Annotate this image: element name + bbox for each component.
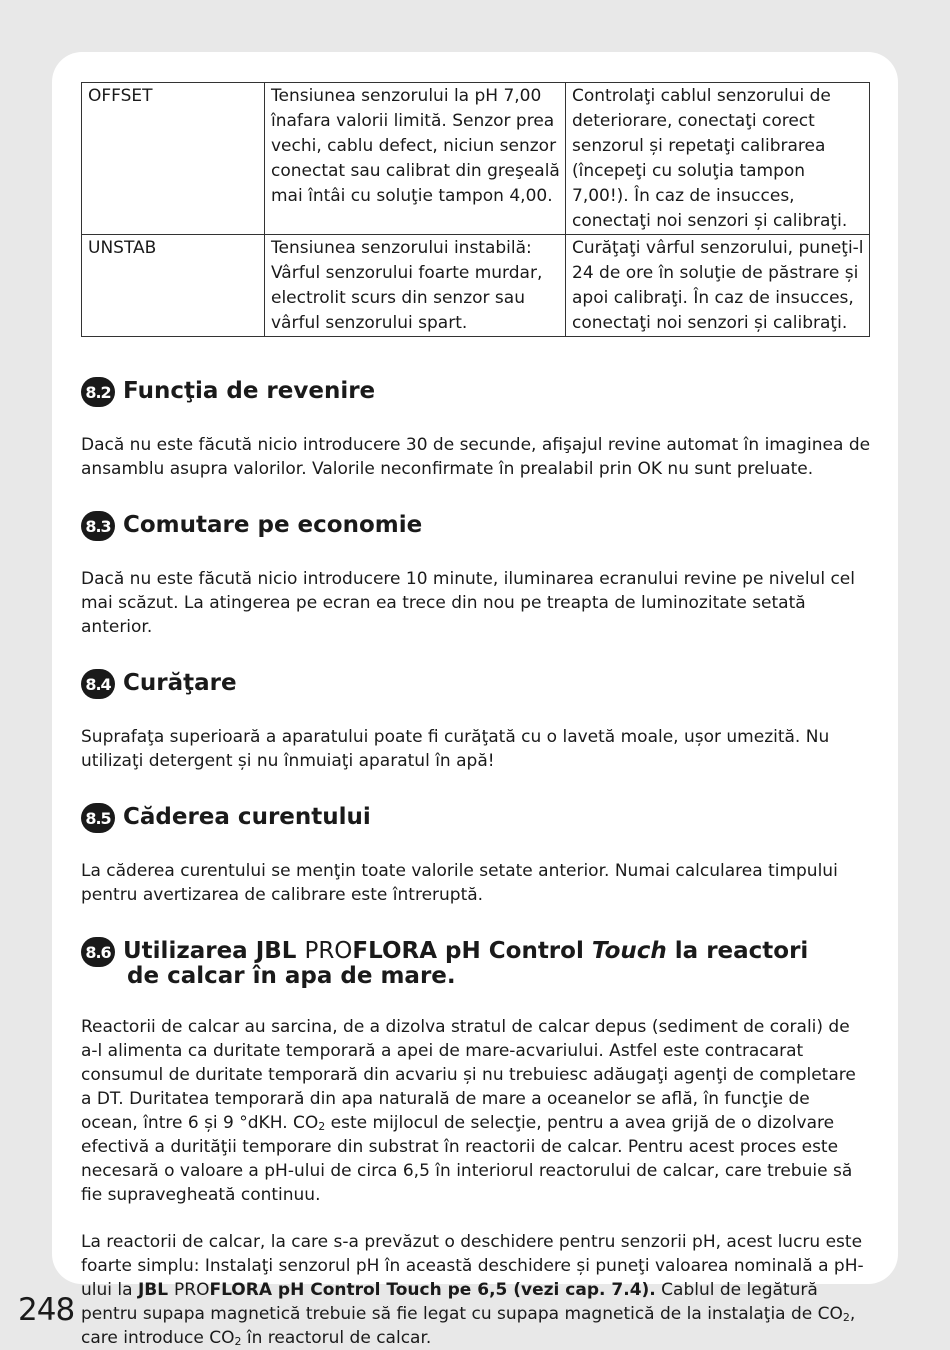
section-body-paragraph: La reactorii de calcar, la care s-a prevăzut o deschidere pentru senzorii pH, acest lucru este foarte simplu: Instalaţi senzorul pH în această deschidere și puneţi valoarea nominală a pH-ului la JBL PROFLORA pH Control Touch pe 6,5 (vezi cap. 7.4). Cablul de legătură pentru supapa magnetică trebuie să fie legat cu supapa magnetică de la instalaţia de $CO_2$, care introduce $CO_2$ în reactorul de calcar. xyxy=(81,1232,864,1348)
section-body: Dacă nu este făcută nicio introducere 10 minute, iluminarea ecranului revine pe nivelul cel mai scăzut. La atingerea pe ecran ea trece din nou pe treapta de luminozitate setată anterior. xyxy=(81,569,855,637)
section-body: La căderea curentului se menţin toate valorile setate anterior. Numai calcularea timpului pentru avertizarea de calibrare este întreruptă. xyxy=(81,861,838,905)
section-8-2 xyxy=(81,379,871,481)
section-number-badge: 8.2 xyxy=(81,377,115,407)
error-table xyxy=(81,82,870,337)
section-8-3 xyxy=(81,513,871,639)
section-number-badge: 8.5 xyxy=(81,803,115,833)
section-title: Funcţia de revenire xyxy=(123,378,376,404)
section-number-badge: 8.3 xyxy=(81,511,115,541)
section-body-paragraph: Reactorii de calcar au sarcina, de a dizolva stratul de calcar depus (sediment de corali) de a-l alimenta ca duritate temporară a apei de mare-acvariului. Astfel este contracarat consumul de duritate temporară din acvariu și nu trebuiesc adăugaţi agenţi de completare a DT. Duritatea temporară din apa naturală de mare a oceanelor se află, în funcţie de ocean, între 6 și 9 °dKH. $CO_2$ este mijlocul de selecţie, pentru a avea grijă de o dizolvare efectivă a durităţii temporare din substrat în reactorii de calcar. Pentru acest proces este necesară o valoare a pH-ului de circa 6,5 în interiorul reactorului de calcar, care trebuie să fie supravegheată continuu. xyxy=(81,1017,856,1205)
section-heading xyxy=(81,379,871,407)
section-title: Comutare pe economie xyxy=(123,512,423,538)
error-remedy-cell: Controlaţi cablul senzorului de deteriorare, conectaţi corect senzorul și repetaţi calibrarea (începeţi cu soluţia tampon 7,00!). În caz de insucces, conectaţi noi senzori și calibraţi. xyxy=(566,83,870,235)
section-8-4 xyxy=(81,671,871,773)
section-title: Utilizarea JBL PROFLORA pH Control Touch la reactori de calcar în apa de mare. xyxy=(123,938,809,989)
section-heading xyxy=(81,513,871,541)
section-number-badge: 8.4 xyxy=(81,669,115,699)
section-heading xyxy=(81,805,871,833)
section-title: Curăţare xyxy=(123,670,237,696)
section-8-5 xyxy=(81,805,871,907)
section-number-badge: 8.6 xyxy=(81,937,115,967)
error-code-cell: UNSTAB xyxy=(82,235,265,337)
section-heading xyxy=(81,939,871,989)
error-cause-cell: Tensiunea senzorului la pH 7,00 înafara valorii limită. Senzor prea vechi, cablu defect, niciun senzor conectat sau calibrat din greşeală mai întâi cu soluţie tampon 4,00. xyxy=(265,83,566,235)
section-heading xyxy=(81,671,871,699)
page-content xyxy=(81,82,871,1350)
error-code-cell: OFFSET xyxy=(82,83,265,235)
section-8-6 xyxy=(81,939,871,1350)
table-row xyxy=(82,83,870,235)
section-body: Suprafaţa superioară a aparatului poate fi curăţată cu o lavetă moale, ușor umezită. Nu utilizaţi detergent și nu înmuiaţi aparatul în apă! xyxy=(81,727,830,771)
section-body: Dacă nu este făcută nicio introducere 30 de secunde, afişajul revine automat în imaginea de ansamblu asupra valorilor. Valorile neconfirmate în prealabil prin OK nu sunt preluate. xyxy=(81,435,871,479)
table-row xyxy=(82,235,870,337)
error-remedy-cell: Curăţaţi vârful senzorului, puneţi-l 24 de ore în soluţie de păstrare și apoi calibraţi. În caz de insucces, conectaţi noi senzori și calibraţi. xyxy=(566,235,870,337)
error-cause-cell: Tensiunea senzorului instabilă: Vârful senzorului foarte murdar, electrolit scurs din senzor sau vârful senzorului spart. xyxy=(265,235,566,337)
section-title: Căderea curentului xyxy=(123,804,371,830)
page-number: 248 xyxy=(18,1292,75,1328)
